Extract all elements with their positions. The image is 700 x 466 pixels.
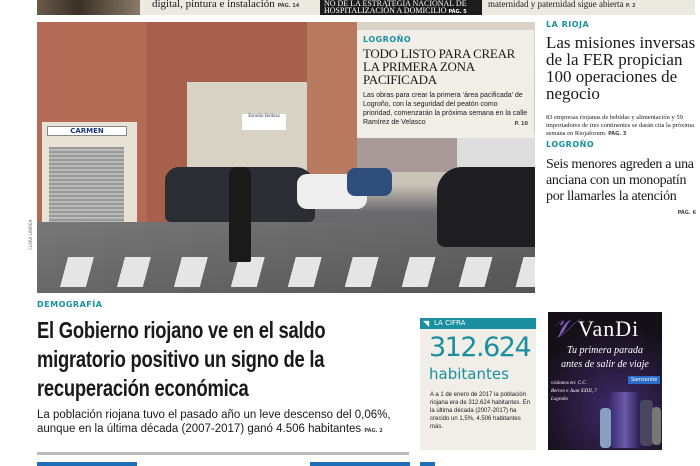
- teaser-text: digital, pintura e instalación: [152, 0, 275, 10]
- page-ref: PÁG. 3: [608, 131, 627, 137]
- page-ref: P. 10: [514, 121, 528, 127]
- section-label: DEMOGRAFÍA: [37, 300, 103, 309]
- samsonite-badge: Samsonite: [628, 376, 660, 384]
- story-headline[interactable]: Las misiones inversas de la FER propician 100 operaciones de negocio: [546, 33, 696, 103]
- parked-car: [347, 168, 392, 196]
- photo-story-box[interactable]: [357, 30, 534, 138]
- photo-story-headline[interactable]: TODO LISTO PARA CREAR LA PRIMERA ZONA PACIFICADA: [363, 46, 516, 87]
- tagline-line: antes de salir de viaje: [561, 359, 649, 370]
- crosswalk: [37, 257, 535, 287]
- section-label: LOGROÑO: [363, 35, 412, 44]
- shop-sign: CARMEN: [47, 126, 127, 136]
- story-summary: 83 empresas riojanas de bebidas y alimentación y 59 importadores de tres continentes se darán cita la próxima semana en Riojaforum.: [546, 114, 695, 137]
- section-label: LA RIOJA: [546, 20, 590, 29]
- top-teaser-1[interactable]: [152, 0, 299, 11]
- dark-car: [437, 167, 535, 247]
- ad-tagline: [548, 344, 662, 372]
- page-ref: P. 2: [625, 3, 636, 9]
- top-teaser-2[interactable]: [320, 0, 482, 15]
- suitcase-image: [600, 408, 611, 448]
- pedestrian: [229, 167, 251, 262]
- teaser-text: maternidad y paternidad sigue abierta: [488, 0, 624, 9]
- figure-label: LA CIFRA: [434, 319, 466, 327]
- bottom-bar: [420, 462, 435, 466]
- main-headline[interactable]: El Gobierno riojano ve en el saldo migratorio positivo un signo de la recuperación económica: [37, 317, 326, 401]
- vandi-logo-icon: 𝒱: [552, 314, 574, 343]
- section-label: LOGROÑO: [546, 140, 595, 149]
- story-headline[interactable]: Seis menores agreden a una anciana con un monopatín por llamarles la atención: [546, 157, 694, 204]
- bottom-bar: [37, 462, 137, 466]
- page-ref: PÁG. 14: [277, 3, 300, 9]
- teaser-text: HOSPITALIZACIÓN A DOMICILIO: [324, 6, 447, 15]
- main-subhead: [37, 408, 417, 438]
- vandi-advertisement[interactable]: [548, 312, 662, 450]
- ad-brand: VanDi: [578, 316, 640, 341]
- shop-sign: Estudio Belleza: [242, 114, 286, 130]
- page-ref: PÁG. 5: [448, 9, 467, 15]
- right-column: [546, 20, 696, 216]
- figure-label-bar: [420, 318, 536, 329]
- ad-address: visítanos en: C.C. Berceo e Juan XXIII, 7 Logroño: [551, 381, 597, 402]
- signal-icon: ◥: [423, 319, 430, 328]
- top-thumbnail-image: [37, 0, 140, 15]
- suitcase-image: [652, 407, 661, 445]
- teaser-text: NO DE LA ESTRATEGIA NACIONAL DE: [324, 0, 467, 8]
- divider: [37, 452, 409, 455]
- figure-box: [420, 318, 536, 450]
- figure-number: 312.624: [429, 332, 531, 363]
- page-ref: PÁG. 2: [364, 428, 383, 434]
- page-ref: PÁG. 6: [677, 210, 696, 216]
- suitcase-image: [610, 392, 640, 448]
- photo-credit: CLARA LARREA: [28, 219, 33, 250]
- subhead-text: La población riojana tuvo el pasado año un leve descenso del 0,06%, aunque en la última década (2007-2017) ganó 4.506 habitantes: [37, 409, 391, 435]
- figure-text: A a 1 de enero de 2017 la población riojana era de 312.624 habitantes. En la última década (2007-2017) ha crecido un 1,5%, 4.506 habitantes más.: [430, 392, 531, 430]
- tagline-line: Tu primera parada: [566, 345, 644, 356]
- shutter: [49, 147, 124, 227]
- photo-story-summary: Las obras para crear la primera ‘área pacificada’ de Logroño, con la seguridad del peatón como prioridad, comenzarán la próxima semana en la calle Ramírez de Velasco: [363, 92, 528, 126]
- figure-unit: habitantes: [429, 365, 509, 383]
- top-teaser-3[interactable]: [488, 0, 636, 9]
- bottom-bar: [310, 462, 410, 466]
